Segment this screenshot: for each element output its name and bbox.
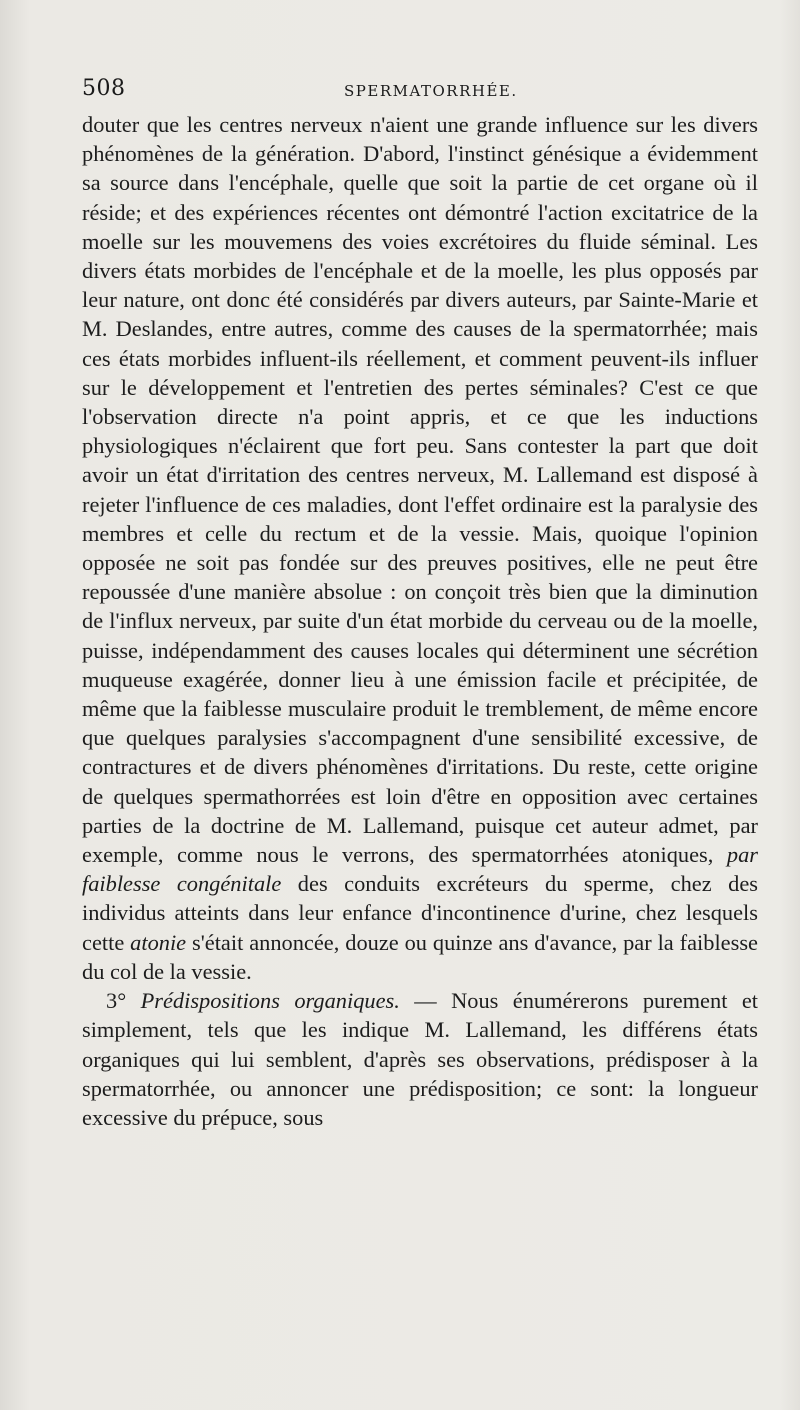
- text-segment: s'était annoncée, douze ou quinze ans d'avance, par la faiblesse du col de la vessie.: [82, 929, 758, 984]
- italic-phrase: par faiblesse congénitale: [82, 842, 758, 897]
- section-number: 3°: [106, 988, 141, 1014]
- running-head: SPERMATORRHÉE.: [344, 82, 518, 100]
- text-segment: douter que les centres nerveux n'aient une grande influence sur les divers phénomènes de la génération. D'abord, l'instinct génésique a évidemment sa source dans l'encéphale, quelle que soit la partie de cet organe où il réside; et des expériences récentes ont démontré l'action excitatrice de la moelle sur les mouvemens des voies excrétoires du fluide séminal. Les divers états morbides de l'encéphale et de la moelle, les plus opposés par leur nature, ont donc été considérés par divers auteurs, par Sainte-Marie et M. Deslandes, entre autres, comme des causes de la spermatorrhée; mais ces états morbides influent-ils réellement, et comment peuvent-ils influer sur le développement et l'entretien des pertes séminales? C'est ce que l'observation directe n'a point appris, et ce que les inductions physiologiques n'éclairent que fort peu. Sans contester la part que doit avoir un état d'irritation des centres nerveux, M. Lallemand est disposé à rejeter l'influence de ces maladies, dont l'effet ordinaire est la paralysie des membres et celle du rectum et de la vessie. Mais, quoique l'opinion opposée ne soit pas fondée sur des preuves positives, elle ne peut être repoussée d'une manière absolue : on conçoit très bien que la diminution de l'influx nerveux, par suite d'un état morbide du cerveau ou de la moelle, puisse, indépendamment des causes locales qui déterminent une sécrétion muqueuse exagérée, donner lieu à une émission facile et précipitée, de même que la faiblesse musculaire produit le tremblement, de même encore que quelques paralysies s'accompagnent d'une sensibilité excessive, de contractures et de divers phénomènes d'irritations. Du reste, cette origine de quelques spermathorrées est loin d'être en opposition avec certaines parties de la doctrine de M. Lallemand, puisque cet auteur admet, par exemple, comme nous le verrons, des spermatorrhées atoniques,: [82, 112, 758, 868]
- italic-phrase: atonie: [130, 929, 187, 955]
- page-number: 508: [82, 76, 126, 101]
- text-segment: des conduits excréteurs du sperme, chez des individus atteints dans leur enfance d'incontinence d'urine, chez lesquels cette: [82, 871, 758, 955]
- text-segment: — Nous énumérerons purement et simplement, tels que les indique M. Lallemand, les différens états organiques qui lui semblent, d'après ses observations, prédisposer à la spermatorrhée, ou annoncer une prédisposition; ce sont: la longueur excessive du prépuce, sous: [82, 988, 758, 1130]
- paragraph-1: [82, 110, 758, 986]
- paragraph-2: [82, 986, 758, 1132]
- page-header: [82, 76, 762, 106]
- body-text: [82, 110, 758, 1132]
- section-title: Prédispositions organiques.: [140, 988, 400, 1014]
